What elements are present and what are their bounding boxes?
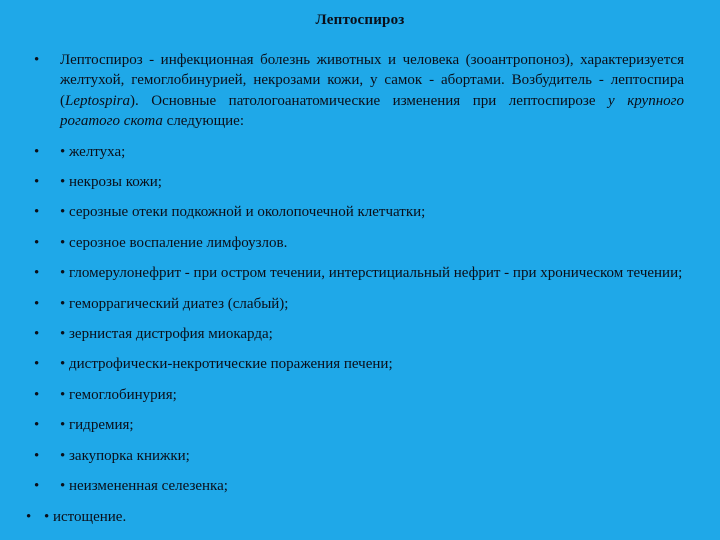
- bullet-icon: •: [34, 52, 40, 68]
- bullet-icon: •: [34, 295, 40, 312]
- list-item-last: [26, 507, 684, 527]
- list-item: [34, 385, 684, 405]
- bullet-icon: •: [34, 204, 40, 221]
- list-item-text: • желтуха;: [60, 143, 126, 160]
- list-item: [34, 446, 684, 466]
- list-item: [34, 142, 684, 162]
- bullet-icon: •: [34, 417, 40, 434]
- list-item: [34, 233, 684, 253]
- bullet-icon: •: [34, 265, 40, 282]
- list-item-text: • истощение.: [44, 508, 127, 525]
- list-item: [34, 172, 684, 192]
- bullet-icon: •: [34, 143, 40, 160]
- bullet-icon: •: [34, 174, 40, 191]
- list-item-text: • дистрофически-некротические поражения печени;: [60, 356, 393, 373]
- list-item-text: • гломерулонефрит - при остром течении, интерстициальный нефрит - при хроническом течении;: [60, 265, 683, 282]
- bullet-icon: •: [34, 326, 40, 343]
- slide-content: [26, 50, 684, 537]
- list-item-text: • серозное воспаление лимфоузлов.: [60, 234, 288, 251]
- intro-part-3: следующие:: [162, 113, 244, 130]
- intro-text: [34, 50, 684, 132]
- list-item-text: • гидремия;: [60, 417, 134, 434]
- intro-italic-1: Leptospira: [65, 92, 131, 109]
- intro-part-2: ). Основные патологоанатомические изменения при лептоспирозе: [130, 92, 609, 109]
- intro-part-1: Лептоспироз - инфекционная болезнь животных и человека (зооантропоноз), характеризуется желтухой, гемоглобинурией, некрозами кожи, у самок - абортами. Возбудитель - лептоспира (: [60, 52, 684, 109]
- list-item-text: • гемоглобинурия;: [60, 386, 177, 403]
- intro-paragraph: [34, 50, 684, 132]
- list-item-text: • закупорка книжки;: [60, 447, 190, 464]
- bullet-icon: •: [34, 447, 40, 464]
- list-item-text: • зернистая дистрофия миокарда;: [60, 326, 273, 343]
- list-item-text: • геморрагический диатез (слабый);: [60, 295, 289, 312]
- list-item: [34, 263, 684, 283]
- list-item-text: • некрозы кожи;: [60, 174, 162, 191]
- list-item: [34, 294, 684, 314]
- bullet-icon: •: [34, 356, 40, 373]
- list-item: [34, 354, 684, 374]
- bullet-list: [34, 142, 684, 497]
- list-item: [34, 324, 684, 344]
- list-item-text: • неизмененная селезенка;: [60, 478, 228, 495]
- bullet-icon: •: [34, 234, 40, 251]
- list-item-text: • серозные отеки подкожной и околопочечной клетчатки;: [60, 204, 426, 221]
- bullet-icon: •: [26, 508, 32, 525]
- intro-italic-2: у крупного рогатого скота: [60, 92, 684, 130]
- list-item: [34, 415, 684, 435]
- list-item: [34, 202, 684, 222]
- bullet-icon: •: [34, 478, 40, 495]
- bullet-icon: •: [34, 386, 40, 403]
- list-item: [34, 476, 684, 496]
- slide-title: Лептоспироз: [315, 12, 405, 28]
